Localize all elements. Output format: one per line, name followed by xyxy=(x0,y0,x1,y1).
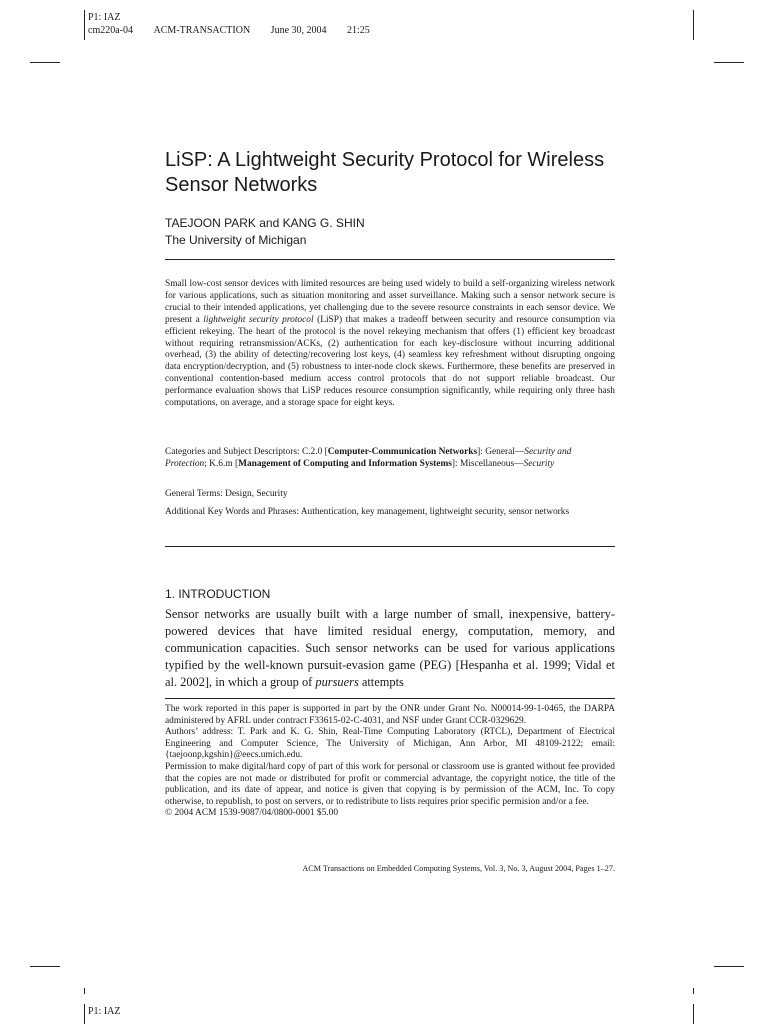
author-block xyxy=(165,215,365,249)
categories xyxy=(165,447,615,471)
footnote-copyright: © 2004 ACM 1539-9087/04/0800-0001 $5.00 xyxy=(165,808,339,819)
categories-text-2: ; K.6.m [ xyxy=(204,458,239,469)
categories-prefix: Categories and Subject Descriptors: C.2.0 [ xyxy=(165,447,328,457)
abstract-top-rule xyxy=(165,259,615,260)
keywords: Additional Key Words and Phrases: Authentication, key management, lightweight security, sensor networks xyxy=(165,507,570,517)
footnote-funding: The work reported in this paper is supported in part by the ONR under Grant No. N00014-99-1-0465, the DARPA administered by AFRL under contract F33615-02-C-4031, and NSF under Grant CCR-0329629. xyxy=(165,704,615,726)
crop-mark-bottom-left xyxy=(30,966,60,967)
category-bold-1: Computer-Communication Networks xyxy=(327,447,478,457)
abstract xyxy=(165,279,615,410)
footnote-permission: Permission to make digital/hard copy of part of this work for personal or classroom use is granted without fee provided that the copies are not made or distributed for profit or commercial advantage, the copyright notice, the title of the publication, and its date of appear, and notice is given that copying is by permission of the ACM, Inc. To copy otherwise, to republish, to post on servers, or to redistribute to lists requires prior specific permision and/or a fee. xyxy=(165,761,615,807)
tick-mark-left xyxy=(84,988,85,994)
section-emphasis: pursuers xyxy=(315,675,359,689)
categories-text-3: ]: Miscellaneous— xyxy=(451,458,524,469)
section-text-tail: attempts xyxy=(358,675,404,689)
footnote-address: Authors’ address: T. Park and K. G. Shin, Real-Time Computing Laboratory (RTCL), Department of Electrical Engineering and Computer Science, The University of Michigan, Ann Arbor, MI 48109-2122; email: {taejoonp,kgshin}@eecs.umich.edu. xyxy=(165,727,615,761)
category-bold-2: Management of Computing and Information Systems xyxy=(238,458,452,469)
header-journal: ACM-TRANSACTION xyxy=(153,25,251,36)
page-header xyxy=(88,11,370,37)
header-line-1: P1: IAZ xyxy=(88,12,121,23)
category-italic-1: Security and Protection xyxy=(165,447,572,469)
header-line-2 xyxy=(88,24,370,37)
journal-footer: ACM Transactions on Embedded Computing Systems, Vol. 3, No. 3, August 2004, Pages 1–27. xyxy=(302,864,615,873)
next-page-header: P1: IAZ xyxy=(88,1006,121,1017)
categories-text-1: ]: General— xyxy=(477,447,525,457)
authors: TAEJOON PARK and KANG G. SHIN xyxy=(165,216,365,230)
general-terms: General Terms: Design, Security xyxy=(165,489,288,499)
abstract-bottom-rule xyxy=(165,546,615,547)
paper-title: LiSP: A Lightweight Security Protocol for Wireless Sensor Networks xyxy=(165,149,605,196)
affiliation: The University of Michigan xyxy=(165,233,307,247)
crop-mark-top-right xyxy=(714,62,744,63)
abstract-text-1: Small low-cost sensor devices with limited resources are being used widely to build a self-organizing wireless network for various applications, such as situation monitoring and asset surveillance. Making such a sensor network secure is crucial to their intended applications, yet challenging due to the severe resource constraints in each sensor device. We present a xyxy=(165,279,615,325)
crop-mark-top-left xyxy=(30,62,60,63)
header-doc-id: cm220a-04 xyxy=(88,25,133,36)
section-heading: 1. INTRODUCTION xyxy=(165,587,271,601)
section-text: Sensor networks are usually built with a large number of small, inexpensive, battery-powered devices that have limited residual energy, computation, memory, and communication capacities. Such sensor networks can be used for various applications typified by the well-known pursuit-evasion game (PEG) [Hespanha et al. 1999; Vidal et al. 2002], in which a group of xyxy=(165,607,615,689)
abstract-emphasis: lightweight security protocol xyxy=(203,314,314,325)
footnotes xyxy=(165,704,615,820)
category-italic-2: Security xyxy=(523,458,555,469)
next-right-crop-bar xyxy=(693,1004,694,1024)
right-crop-bar xyxy=(693,10,694,40)
abstract-text-2: (LiSP) that makes a tradeoff between security and resource consumption via efficient rekeying. The heart of the protocol is the novel rekeying mechanism that offers (1) efficient key broadcast without requiring retransmission/ACKs, (2) authentication for each key-disclosure without incurring additional overhead, (3) the ability of detecting/recovering lost keys, (4) seamless key refreshment without disrupting ongoing data encryption/decryption, and (5) robustness to inter-node clock skews. Furthermore, these benefits are preserved in conventional contention-based medium access control protocols that do not support reliable broadcast. Our performance evaluation shows that LiSP reduces resource consumption significantly, while requiring only three hash computations, on average, and a storage space for eight keys. xyxy=(165,314,615,409)
footnote-rule xyxy=(165,698,615,699)
tick-mark-right xyxy=(693,988,694,994)
crop-mark-bottom-right xyxy=(714,966,744,967)
next-header-left-bar xyxy=(84,1004,85,1024)
header-time: 21:25 xyxy=(347,25,370,36)
header-date: June 30, 2004 xyxy=(270,25,327,36)
section-body xyxy=(165,606,615,691)
header-left-bar xyxy=(84,10,85,40)
